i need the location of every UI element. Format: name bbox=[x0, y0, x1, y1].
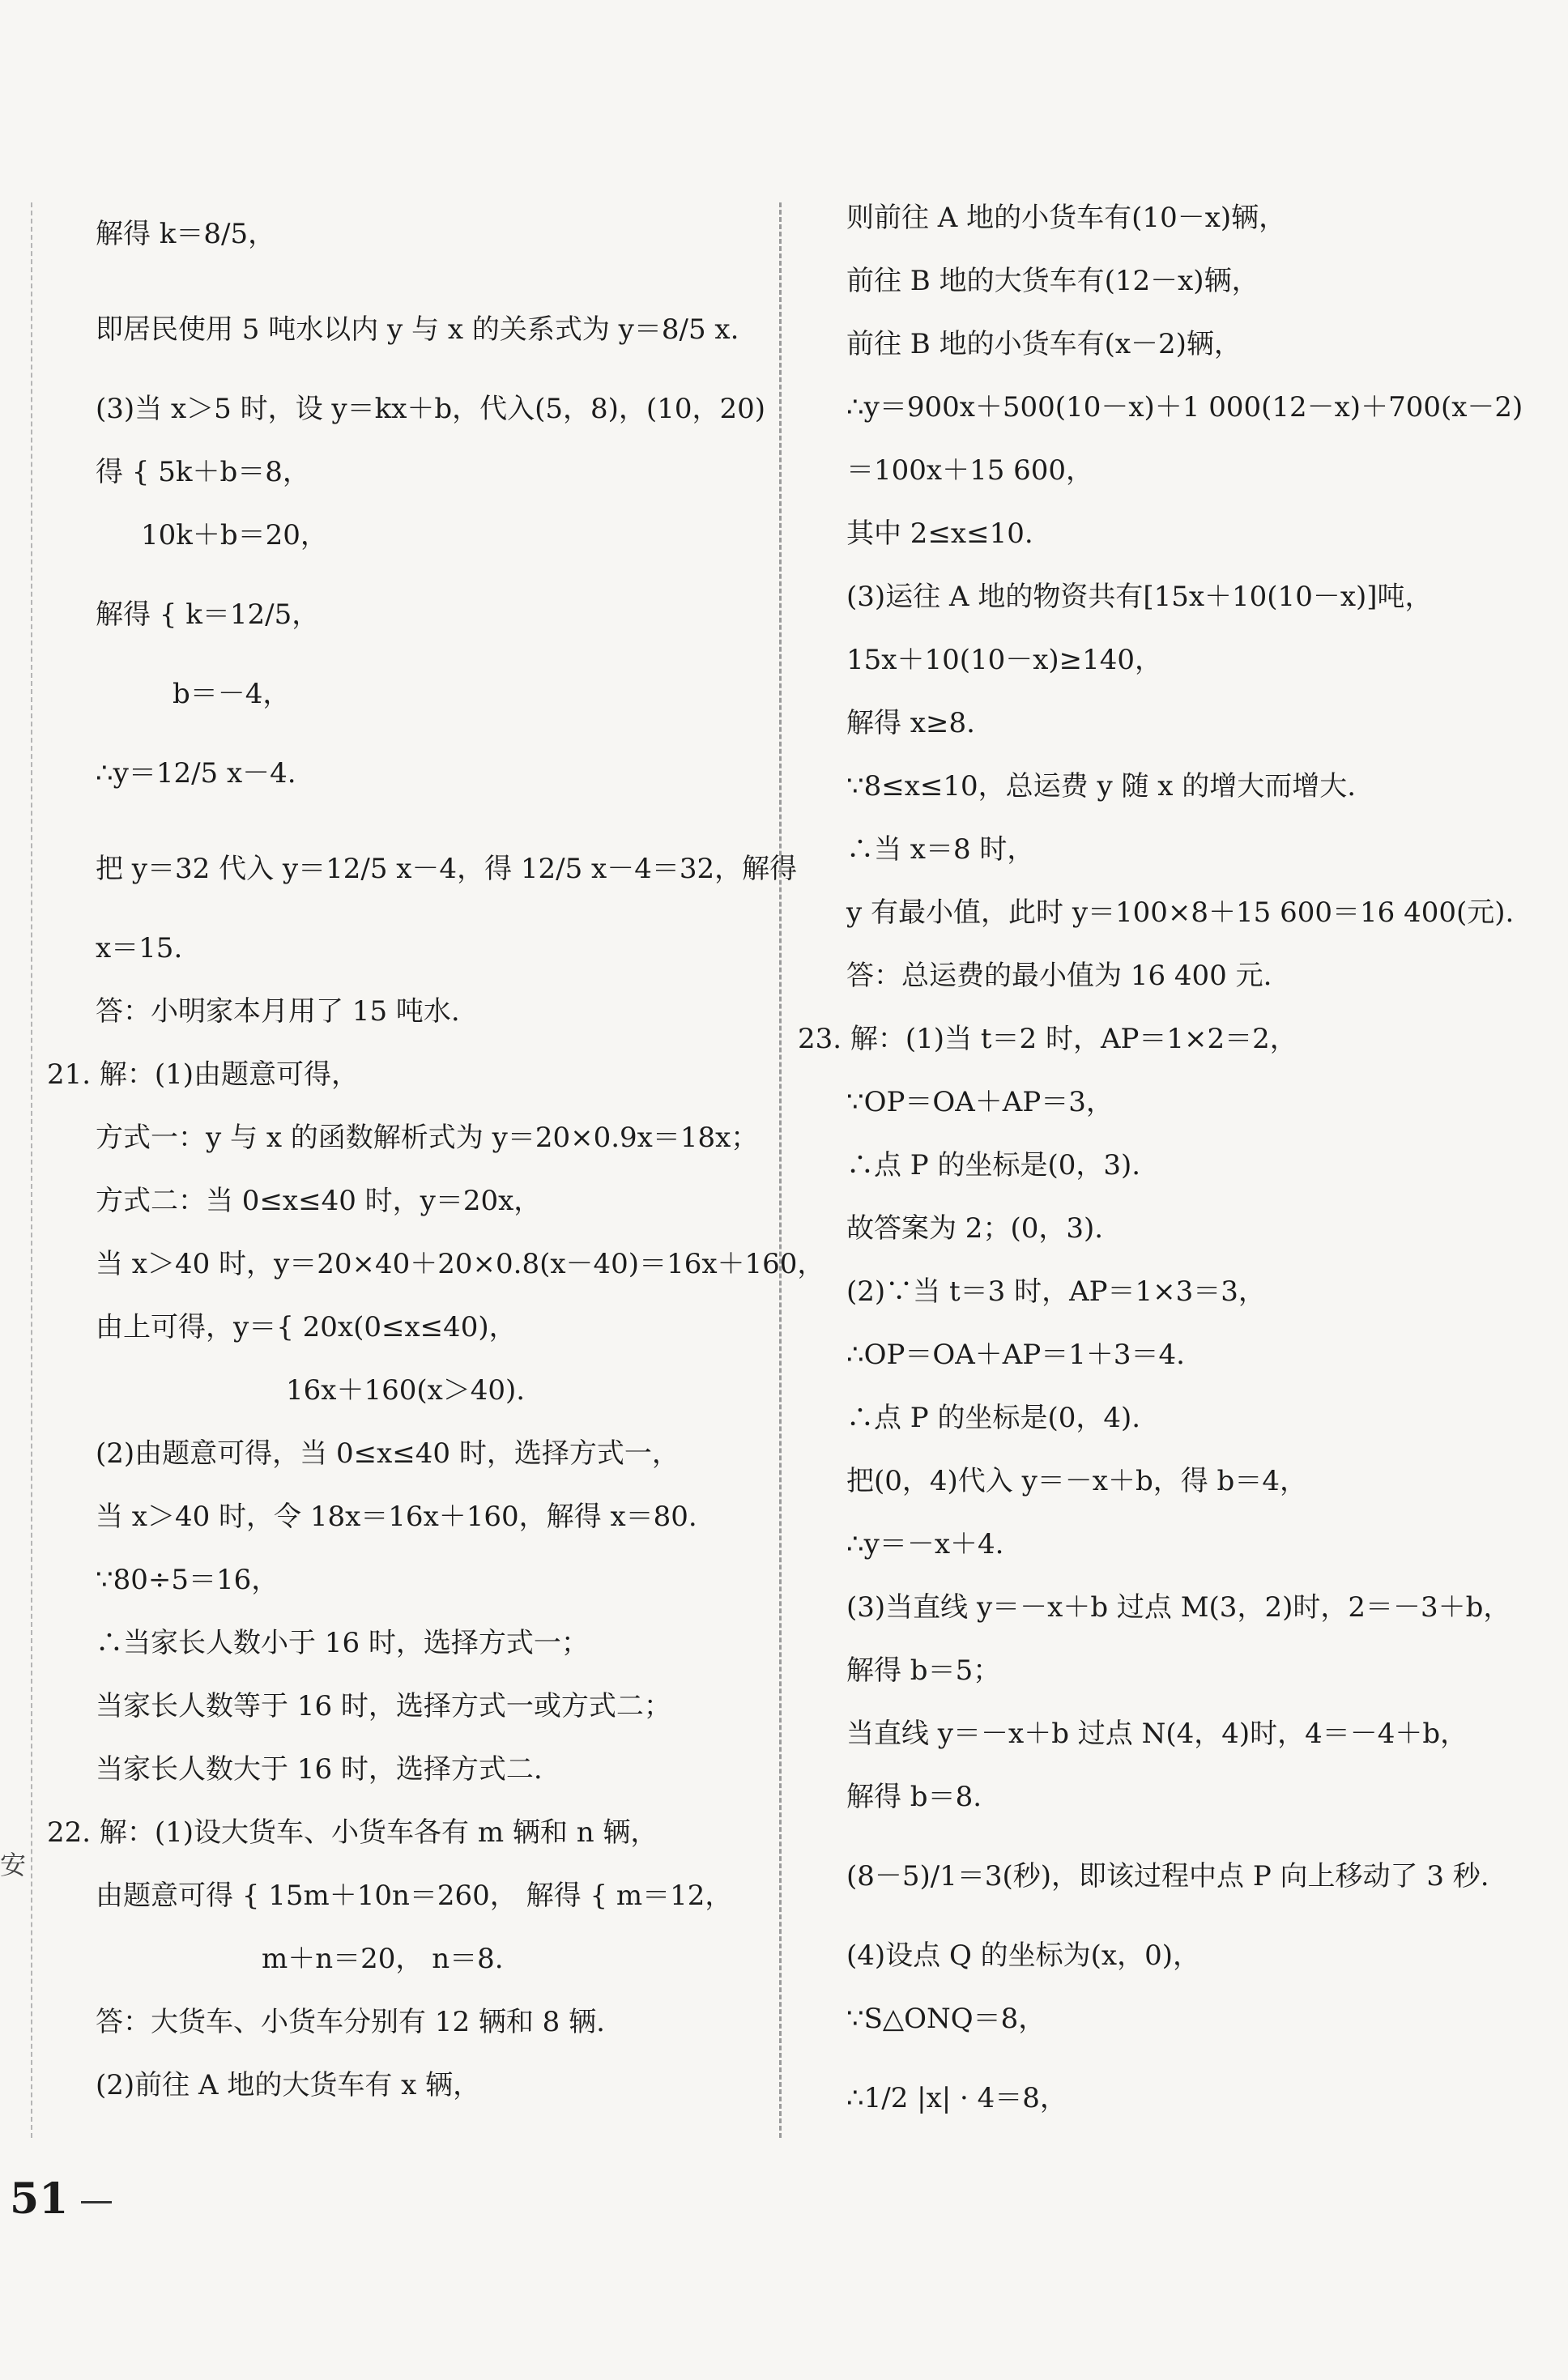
solution-line: ∴当 x＝8 时， bbox=[846, 833, 1035, 866]
solution-line: 其中 2≤x≤10. bbox=[846, 517, 1033, 550]
solution-line: 即居民使用 5 吨水以内 y 与 x 的关系式为 y＝8/5 x. bbox=[96, 313, 739, 346]
solution-line: (2)∵当 t＝3 时，AP＝1×3＝3， bbox=[846, 1275, 1266, 1308]
solution-line: 10k＋b＝20， bbox=[141, 519, 328, 551]
solution-line: (3)运往 A 地的物资共有[15x＋10(10－x)]吨， bbox=[846, 581, 1433, 613]
solution-line: 方式一：y 与 x 的函数解析式为 y＝20×0.9x＝18x； bbox=[96, 1122, 759, 1154]
solution-line: 当家长人数等于 16 时，选择方式一或方式二； bbox=[96, 1690, 671, 1722]
solution-line: ∵80÷5＝16， bbox=[96, 1564, 279, 1596]
left-column bbox=[47, 186, 825, 2117]
solution-line: 把 y＝32 代入 y＝12/5 x－4，得 12/5 x－4＝32，解得 bbox=[96, 853, 798, 885]
solution-line: ∴点 P 的坐标是(0，4). bbox=[846, 1402, 1141, 1434]
solution-line: 答：总运费的最小值为 16 400 元. bbox=[846, 960, 1272, 992]
solution-line: ∴OP＝OA＋AP＝1＋3＝4. bbox=[846, 1339, 1185, 1371]
solution-line: 答：大货车、小货车分别有 12 辆和 8 辆. bbox=[96, 2006, 605, 2038]
solution-line: (3)当直线 y＝－x＋b 过点 M(3，2)时，2＝－3＋b， bbox=[846, 1591, 1511, 1624]
edge-fragment-text: 安 bbox=[0, 1850, 27, 1880]
solution-line: 解得 x≥8. bbox=[846, 707, 975, 739]
solution-line: 由题意可得 { 15m＋10n＝260， 解得 { m＝12， bbox=[96, 1880, 733, 1912]
solution-line: ∴y＝900x＋500(10－x)＋1 000(12－x)＋700(x－2) bbox=[846, 391, 1523, 424]
solution-line: b＝－4， bbox=[173, 678, 291, 710]
solution-line: 当直线 y＝－x＋b 过点 N(4，4)时，4＝－4＋b， bbox=[846, 1718, 1468, 1750]
solution-line: 则前往 A 地的小货车有(10－x)辆， bbox=[846, 202, 1287, 234]
solution-line: 解得 { k＝12/5， bbox=[96, 598, 320, 631]
solution-line: ∴当家长人数小于 16 时，选择方式一； bbox=[96, 1627, 589, 1659]
solution-line: ＝100x＋15 600， bbox=[846, 454, 1094, 487]
question-heading: 21. 解：(1)由题意可得， bbox=[47, 1058, 360, 1091]
solution-line: 前往 B 地的大货车有(12－x)辆， bbox=[846, 265, 1259, 297]
solution-line: 前往 B 地的小货车有(x－2)辆， bbox=[846, 328, 1242, 360]
solution-line: 16x＋160(x＞40). bbox=[286, 1374, 526, 1407]
solution-line: 故答案为 2；(0，3). bbox=[846, 1212, 1104, 1245]
page-number-dash bbox=[81, 2201, 112, 2203]
solution-line: ∵S△ONQ＝8， bbox=[846, 2003, 1046, 2035]
solution-line: m＋n＝20， n＝8. bbox=[262, 1943, 504, 1975]
right-column bbox=[798, 186, 1527, 2146]
solution-line: x＝15. bbox=[96, 932, 183, 964]
solution-line: 当家长人数大于 16 时，选择方式二. bbox=[96, 1753, 543, 1786]
column-divider bbox=[779, 202, 782, 2138]
solution-line: 得 { 5k＋b＝8， bbox=[96, 456, 310, 488]
solution-line: (4)设点 Q 的坐标为(x，0)， bbox=[846, 1939, 1200, 1972]
solution-line: ∴点 P 的坐标是(0，3). bbox=[846, 1149, 1141, 1181]
solution-line: 15x＋10(10－x)≥140， bbox=[846, 644, 1163, 676]
solution-line: (2)由题意可得，当 0≤x≤40 时，选择方式一， bbox=[96, 1437, 680, 1470]
solution-line: y 有最小值，此时 y＝100×8＋15 600＝16 400(元). bbox=[846, 896, 1515, 929]
solution-line: ∴y＝12/5 x－4. bbox=[96, 757, 296, 790]
solution-line: 当 x＞40 时，令 18x＝16x＋160，解得 x＝80. bbox=[96, 1501, 697, 1533]
solution-line: ∴y＝－x＋4. bbox=[846, 1528, 1004, 1560]
solution-line: 方式二：当 0≤x≤40 时，y＝20x， bbox=[96, 1185, 542, 1217]
question-heading: 22. 解：(1)设大货车、小货车各有 m 辆和 n 辆， bbox=[47, 1816, 658, 1849]
solution-line: 把(0，4)代入 y＝－x＋b，得 b＝4， bbox=[846, 1465, 1307, 1497]
solution-line: ∵OP＝OA＋AP＝3， bbox=[846, 1086, 1114, 1118]
solution-line: (3)当 x＞5 时，设 y＝kx＋b，代入(5，8)，(10，20) bbox=[96, 393, 765, 425]
solution-line: 解得 k＝8/5， bbox=[96, 218, 276, 250]
solution-line: 解得 b＝5； bbox=[846, 1654, 1001, 1687]
solution-line: (8－5)/1＝3(秒)，即该过程中点 P 向上移动了 3 秒. bbox=[846, 1860, 1489, 1893]
solution-line: 答：小明家本月用了 15 吨水. bbox=[96, 995, 460, 1028]
solution-line: ∵8≤x≤10，总运费 y 随 x 的增大而增大. bbox=[846, 770, 1357, 803]
solution-line: ∴1/2 |x| · 4＝8， bbox=[846, 2082, 1067, 2114]
binding-edge-rule bbox=[31, 202, 32, 2138]
solution-line: 由上可得，y＝{ 20x(0≤x≤40)， bbox=[96, 1311, 517, 1343]
solution-line: 当 x＞40 时，y＝20×40＋20×0.8(x－40)＝16x＋160， bbox=[96, 1248, 825, 1280]
question-heading: 23. 解：(1)当 t＝2 时，AP＝1×2＝2， bbox=[798, 1023, 1297, 1055]
page-number: 51 bbox=[10, 2174, 69, 2224]
solution-line: 解得 b＝8. bbox=[846, 1781, 982, 1813]
solution-line: (2)前往 A 地的大货车有 x 辆， bbox=[96, 2069, 481, 2101]
